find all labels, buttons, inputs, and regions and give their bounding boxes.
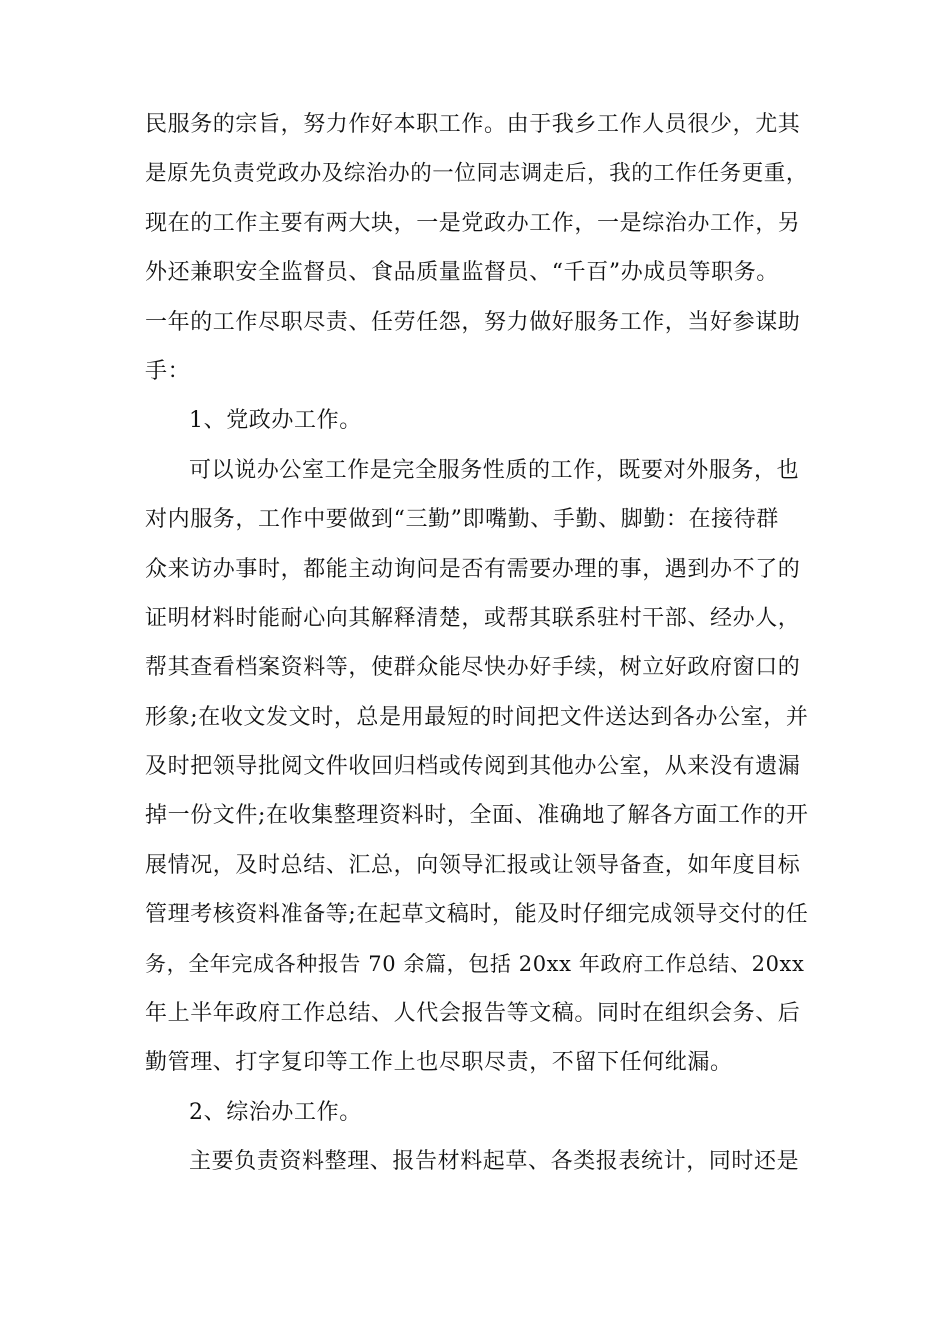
text-line: 1、党政办工作。 <box>189 408 362 434</box>
text-line: 年上半年政府工作总结、人代会报告等文稿。同时在组织会务、后 <box>145 1001 801 1027</box>
text-line: 掉一份文件;在收集整理资料时，全面、准确地了解各方面工作的开 <box>145 803 809 829</box>
text-line: 形象;在收文发文时，总是用最短的时间把文件送达到各办公室，并 <box>145 704 809 730</box>
text-line: 众来访办事时，都能主动询问是否有需要办理的事，遇到办不了的 <box>145 556 801 582</box>
text-line: 证明材料时能耐心向其解释清楚，或帮其联系驻村干部、经办人， <box>145 605 801 631</box>
text-line: 管理考核资料准备等;在起草文稿时，能及时仔细完成领导交付的任 <box>145 902 809 928</box>
text-line: 手： <box>145 358 191 384</box>
text-line: 务，全年完成各种报告 70 余篇，包括 20xx 年政府工作总结、20xx <box>145 951 805 976</box>
text-line: 主要负责资料整理、报告材料起草、各类报表统计，同时还是 <box>189 1149 800 1175</box>
text-line: 是原先负责党政办及综治办的一位同志调走后，我的工作任务更重， <box>145 161 809 187</box>
text-line: 现在的工作主要有两大块，一是党政办工作，一是综治办工作，另 <box>145 210 801 236</box>
text-line: 勤管理、打字复印等工作上也尽职尽责，不留下任何纰漏。 <box>145 1050 733 1076</box>
text-line: 外还兼职安全监督员、食品质量监督员、“千百”办成员等职务。 <box>145 260 779 286</box>
text-line: 一年的工作尽职尽责、任劳任怨，努力做好服务工作，当好参谋助 <box>145 309 801 335</box>
text-line: 对内服务，工作中要做到“三勤”即嘴勤、手勤、脚勤：在接待群 <box>145 507 779 533</box>
text-line: 民服务的宗旨，努力作好本职工作。由于我乡工作人员很少，尤其 <box>145 112 801 137</box>
text-line: 帮其查看档案资料等，使群众能尽快办好手续，树立好政府窗口的 <box>145 655 801 681</box>
text-line: 展情况，及时总结、汇总，向领导汇报或让领导备查，如年度目标 <box>145 852 801 878</box>
text-line: 可以说办公室工作是完全服务性质的工作，既要对外服务，也 <box>189 457 800 483</box>
document-body <box>145 100 815 1187</box>
text-line: 2、综治办工作。 <box>189 1099 362 1125</box>
text-line: 及时把领导批阅文件收回归档或传阅到其他办公室，从来没有遗漏 <box>145 754 801 780</box>
